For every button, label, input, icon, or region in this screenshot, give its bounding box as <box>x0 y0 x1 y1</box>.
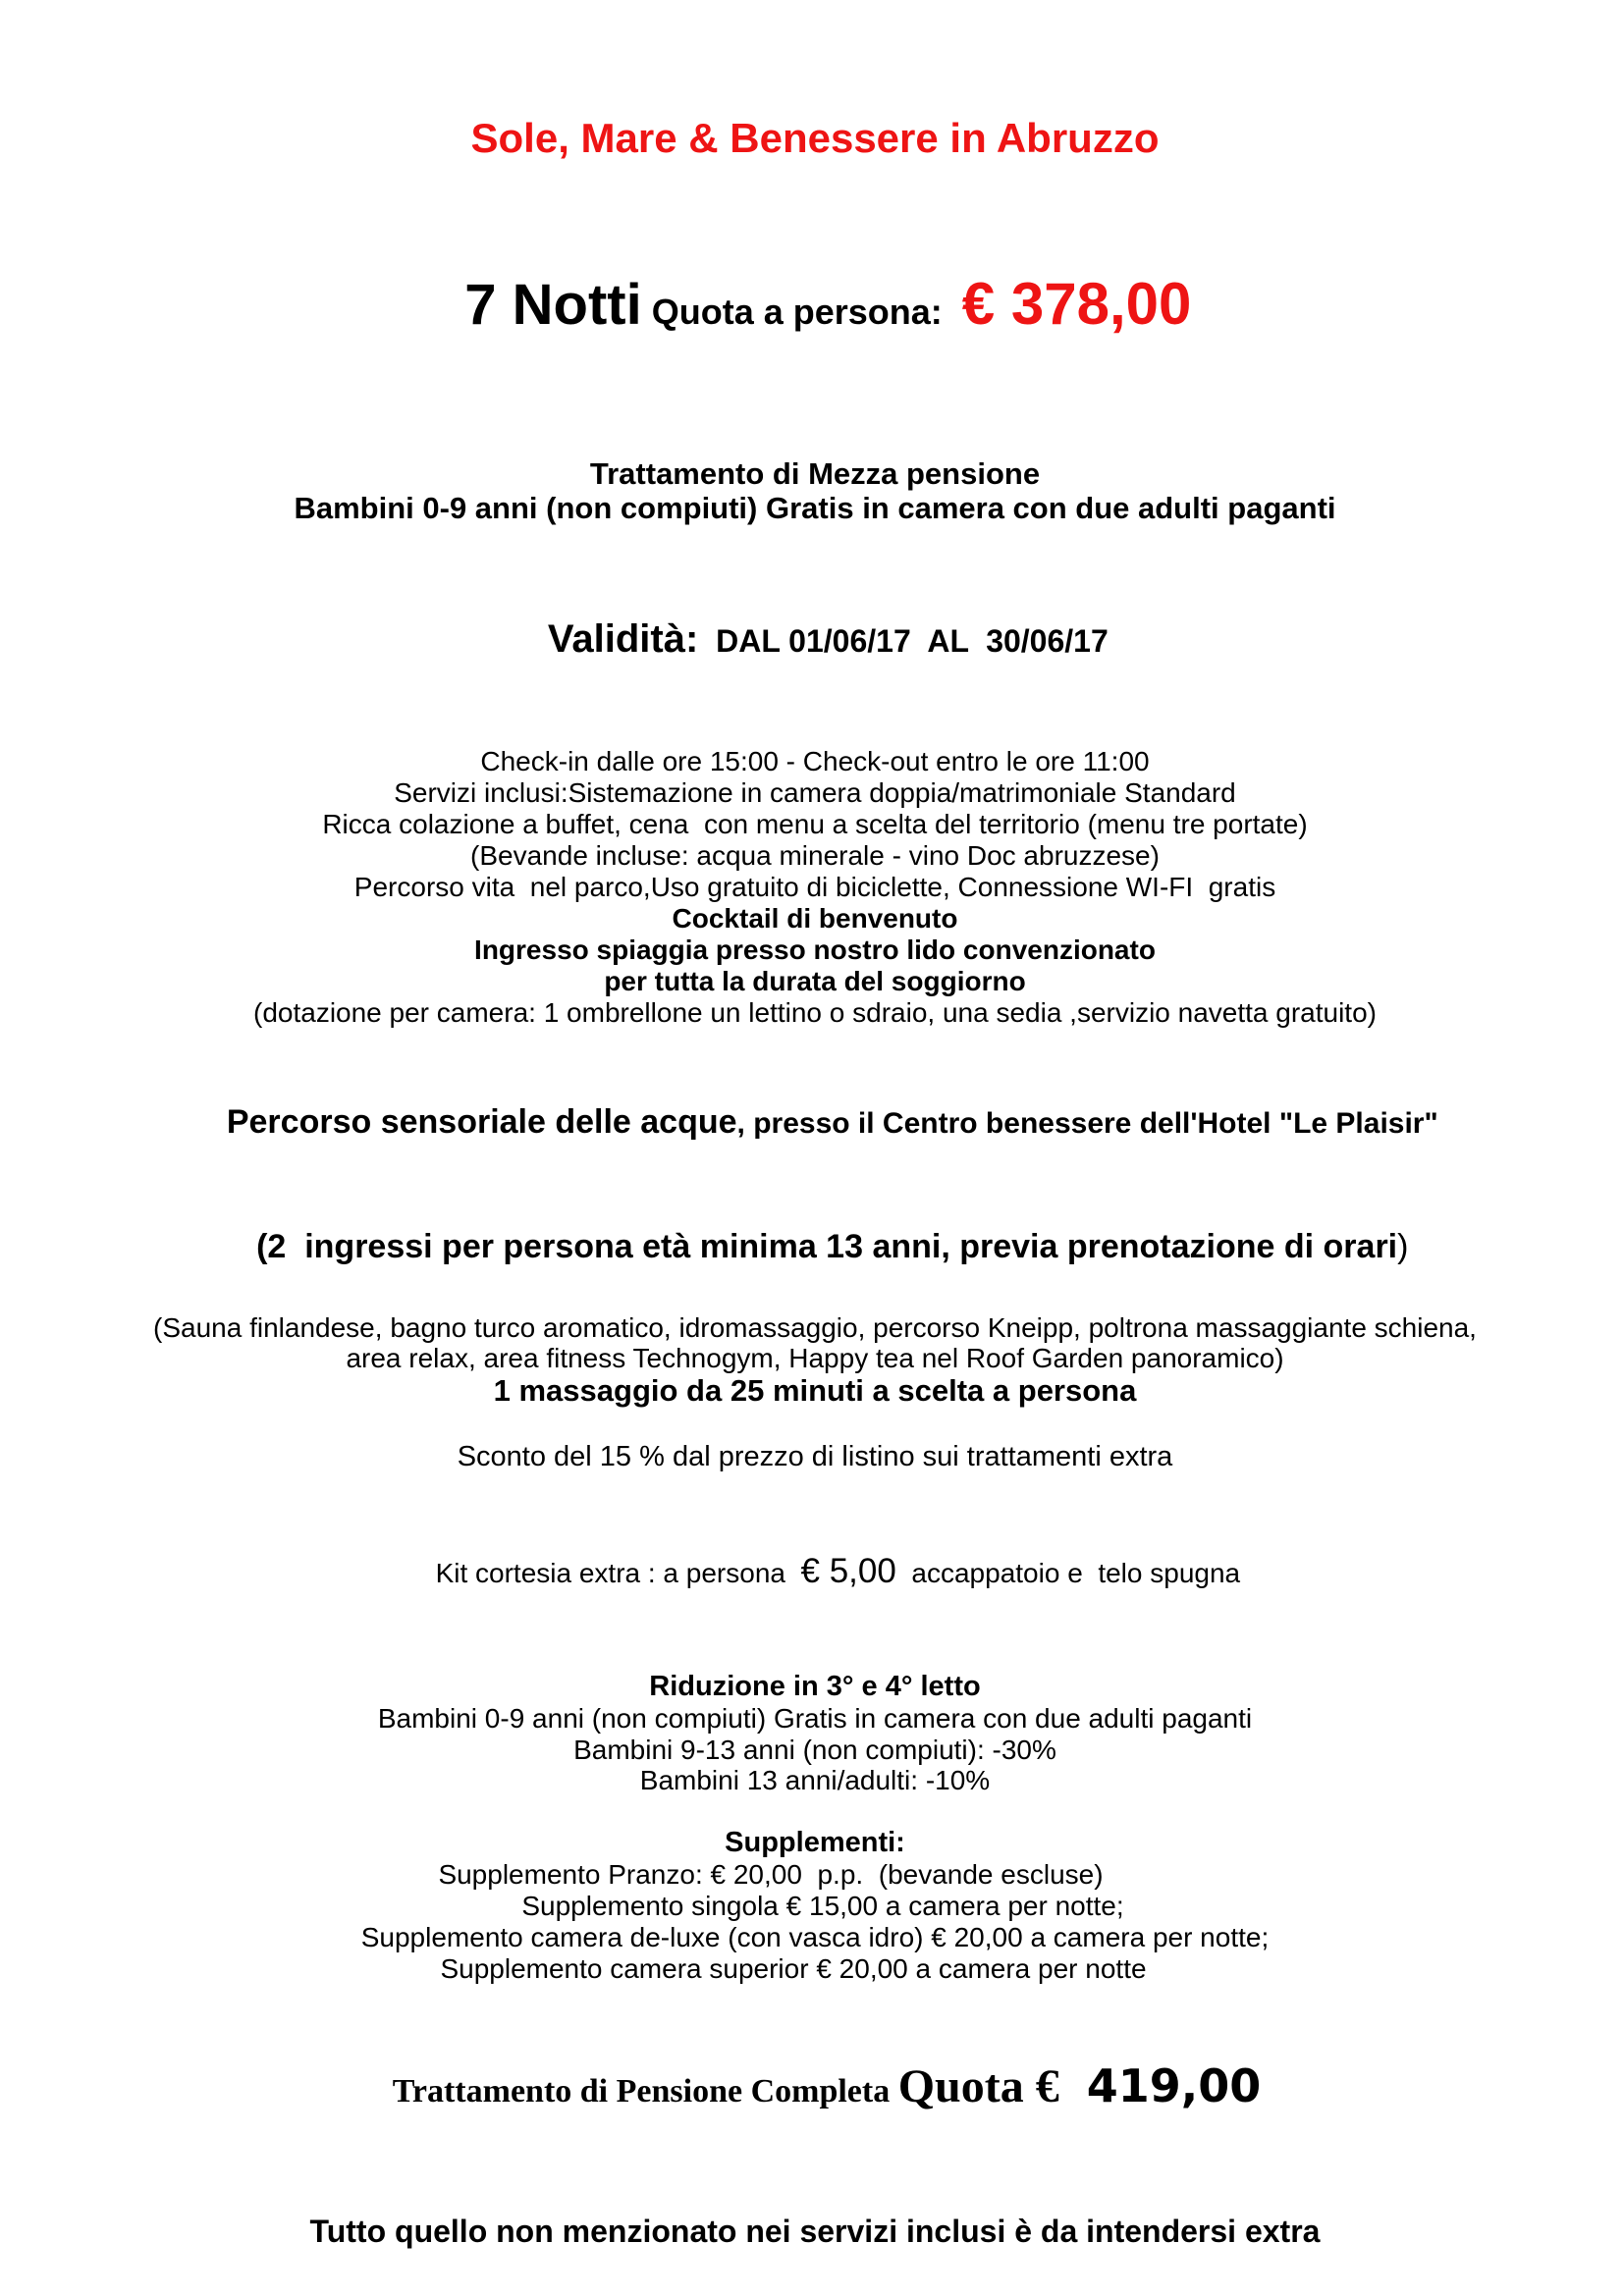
kit-post-text: accappatoio e telo spugna <box>895 1558 1241 1588</box>
durata-line: per tutta la durata del soggiorno <box>604 966 1026 996</box>
ingresso-spiaggia-line: Ingresso spiaggia presso nostro lido convenzionato <box>474 934 1156 965</box>
bevande-line: (Bevande incluse: acqua minerale - vino Doc abruzzese) <box>470 840 1160 871</box>
offer-price-line <box>0 198 1623 426</box>
sconto-line: Sconto del 15 % dal prezzo di listino sui trattamenti extra <box>457 1441 1173 1472</box>
servizi-line: Servizi inclusi:Sistemazione in camera doppia/matrimoniale Standard <box>394 777 1236 808</box>
riduzione-line-2: Bambini 9-13 anni (non compiuti): -30% <box>573 1734 1056 1765</box>
validity-dates: DAL 01/06/17 AL 30/06/17 <box>698 623 1109 659</box>
spa-ingressi-line <box>0 1188 1623 1312</box>
offer-price: € 378,00 <box>961 271 1192 337</box>
included-services-block <box>0 746 1623 1029</box>
half-board-line: Trattamento di Mezza pensione <box>589 456 1041 491</box>
riduzione-line-3: Bambini 13 anni/adulti: -10% <box>639 1765 991 1795</box>
riduzione-title: Riduzione in 3° e 4° letto <box>649 1671 981 1702</box>
footer-disclaimer: Tutto quello non menzionato nei servizi inclusi è da intendersi extra <box>309 2213 1321 2249</box>
nights-count: 7 Notti <box>464 273 642 337</box>
supplemento-singola-line: Supplemento singola € 15,00 a camera per notte; <box>521 1890 1124 1921</box>
pensione-quota-label: Quota € <box>897 2059 1071 2112</box>
spa-detail-block <box>0 1312 1623 1373</box>
validity-label: Validità: <box>547 617 699 661</box>
supplemento-pranzo-line: Supplemento Pranzo: € 20,00 p.p. (bevande escluse) <box>438 1858 1104 1890</box>
supplementi-title: Supplementi: <box>725 1826 905 1858</box>
validity-line <box>0 571 1623 716</box>
cocktail-line: Cocktail di benvenuto <box>672 903 958 934</box>
spa-detail-line-2: area relax, area fitness Technogym, Happy tea nel Roof Garden panoramico) <box>346 1343 1284 1373</box>
colazione-line: Ricca colazione a buffet, cena con menu a scelta del territorio (menu tre portate) <box>322 809 1308 839</box>
dotazione-line: (dotazione per camera: 1 ombrellone un lettino o sdraio, una sedia ,servizio navetta gratuito) <box>253 997 1377 1028</box>
board-treatment-block <box>0 456 1623 525</box>
checkin-line: Check-in dalle ore 15:00 - Check-out entro le ore 11:00 <box>480 746 1150 776</box>
riduzione-line-1: Bambini 0-9 anni (non compiuti) Gratis in camera con due adulti paganti <box>377 1703 1253 1734</box>
kids-free-line: Bambini 0-9 anni (non compiuti) Gratis in camera con due adulti paganti <box>294 491 1336 525</box>
pensione-completa-label: Trattamento di Pensione Completa <box>392 2072 898 2109</box>
pensione-price: 419,00 <box>1070 2058 1262 2112</box>
spa-ingressi-paren: ) <box>1397 1228 1409 1265</box>
supplemento-deluxe-line: Supplemento camera de-luxe (con vasca idro) € 20,00 a camera per notte; <box>360 1921 1270 1952</box>
kit-cortesia-line <box>0 1505 1623 1639</box>
massaggio-line: 1 massaggio da 25 minuti a scelta a persona <box>493 1373 1137 1408</box>
price-per-person-label: Quota a persona: <box>641 292 962 332</box>
percorso-vita-line: Percorso vita nel parco,Uso gratuito di biciclette, Connessione WI-FI gratis <box>353 872 1276 902</box>
spa-title-tail: , presso il Centro benessere dell'Hotel "Le Plaisir" <box>736 1107 1438 1140</box>
spa-detail-line-1: (Sauna finlandese, bagno turco aromatico, idromassaggio, percorso Kneipp, poltrona massaggiante schiena, <box>153 1312 1477 1343</box>
spa-title-line <box>0 1063 1623 1188</box>
spa-ingressi-text: (2 ingressi per persona età minima 13 anni, previa prenotazione di orari <box>256 1228 1398 1265</box>
spa-block <box>0 1063 1623 1312</box>
supplemento-superior-line: Supplemento camera superior € 20,00 a camera per notte <box>440 1952 1147 1984</box>
spa-title-lead: Percorso sensoriale delle acque <box>226 1103 737 1141</box>
supplementi-block <box>0 1859 1623 1985</box>
pensione-completa-line <box>0 1995 1623 2189</box>
kit-price: € 5,00 <box>800 1552 896 1590</box>
kit-pre-text: Kit cortesia extra : a persona <box>435 1558 801 1588</box>
document-title: Sole, Mare & Benessere in Abruzzo <box>470 115 1160 161</box>
riduzione-block <box>0 1703 1623 1796</box>
